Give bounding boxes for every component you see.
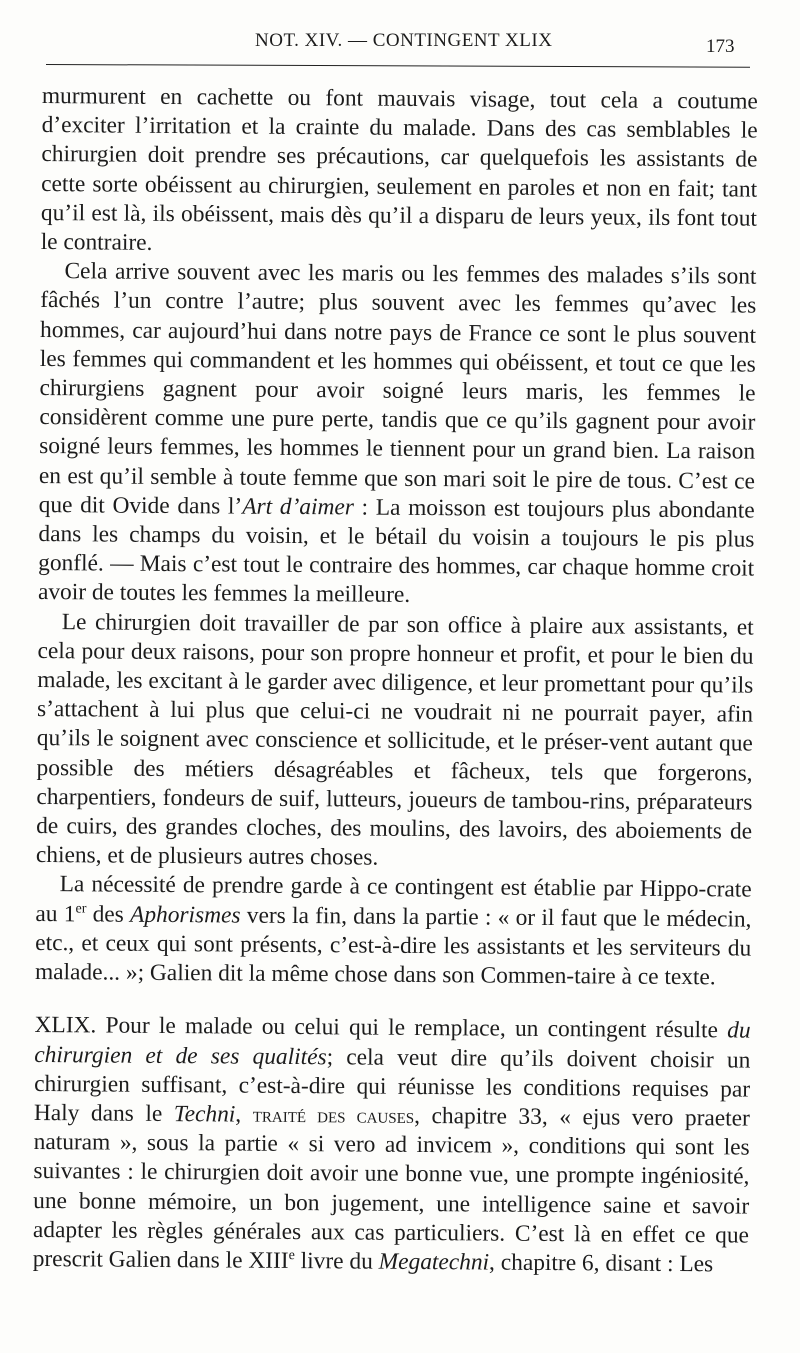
text-run: Le chirurgien doit travailler de par son office à plaire aux assistants, et cela pour deux raisons, pour son propre honneur et profit, et pour le bien du malade, les excitant à le garder avec diligence, et leur promettant pour qu’ils s’attachent à lui plus que celui-ci ne voudrait ni ne pourrait payer, afin qu’ils le soignent avec conscience et sollicitude, et le préser-vent autant que possible des métiers désagréables et fâcheux, tels que forgerons, charpentiers, fondeurs de suif, lutteurs, joueurs de tambou-rins, préparateurs de cuirs, des grandes cloches, des moulins, des lavoirs, des aboiements de chiens, et de plusieurs autres choses. (35, 608, 754, 871)
paragraph (36, 608, 754, 876)
text-run: : La moisson est toujours plus abondante dans les champs du voisin, et le bétail du voisin a toujours le pis plus gonflé. — Mais c’est tout le contraire des hommes, car chaque homme croit avoir de toutes les femmes la meilleure. (37, 494, 755, 609)
italic-text: Aphorismes (129, 901, 241, 929)
italic-text: Megatechni (378, 1248, 490, 1276)
body-text (33, 82, 758, 1280)
text-run: vers la fin, dans la partie : « or il faut que le médecin, etc., et ceux qui sont présents, c’est-à-dire les assistants et les serviteurs du malade... »; Galien dit la même chose dans son Commen-taire à ce texte. (34, 902, 752, 991)
text-run: , chapitre 33, « ejus vero praeter naturam », sous la partie « si vero ad invicem », conditions qui sont les suivantes : le chirurgien doit avoir une bonne vue, une prompte ingéniosité, une bonne mémoire, un bon jugement, une intelligence saine et savoir adapter les règles générales aux cas particuliers. C’est là en effet ce que prescrit Galien dans le XIII (32, 1102, 750, 1274)
superscript-text: er (75, 900, 87, 917)
text-run: des (86, 901, 131, 928)
text-run: , (235, 1101, 253, 1128)
running-head (0, 26, 800, 62)
header-rule (46, 64, 750, 68)
superscript-text: e (288, 1247, 295, 1264)
text-run: murmurent en cachette ou font mauvais visage, tout cela a coutume d’exciter l’irritation et la crainte du malade. Dans des cas semblables le chirurgien doit prendre ses précautions, car quelquefois les assistants de cette sorte obéissent au chirurgien, seulement en paroles et non en fait; tant qu’il est là, ils obéissent, mais dès qu’il a disparu de leurs yeux, ils font tout le contraire. (40, 82, 758, 256)
paragraph (35, 870, 752, 992)
running-title: NOT. XIV. — CONTINGENT XLIX (255, 30, 553, 51)
section-paragraph (33, 1011, 751, 1279)
text-run: XLIX. Pour le malade ou celui qui le remplace, un contingent résulte (34, 1012, 728, 1044)
text-run: , chapitre 6, disant : Les (489, 1249, 714, 1278)
italic-text: Techni (173, 1100, 236, 1128)
italic-text: du chirurgien et de ses qualités (34, 1017, 751, 1070)
page-number: 173 (706, 36, 735, 57)
italic-text: Art d’aimer (242, 493, 354, 521)
paragraph (38, 257, 757, 613)
text-run: ; cela veut dire qu’ils doivent choisir un chirurgien suffisant, c’est-à-dire qui réunisse les conditions requises par Haly dans le (33, 1043, 751, 1127)
paragraph (41, 82, 758, 263)
text-run: La nécessité de prendre garde à ce contingent est établie par Hippo-crate au 1 (35, 871, 752, 927)
text-run: livre du (294, 1247, 379, 1275)
text-run: Cela arrive souvent avec les maris ou les femmes des malades s’ils sont fâchés l’un contre l’autre; plus souvent avec les femmes qu’avec les hommes, car aujourd’hui dans notre pays de France ce sont le plus souvent les femmes qui commandent et les hommes qui obéissent, et tout ce que les chirurgiens gagnent pour avoir soigné leurs maris, les femmes le considèrent comme une pure perte, tandis que ce qu’ils gagnent pour avoir soigné leurs femmes, les hommes le tiennent pour un grand bien. La raison en est qu’il semble à toute femme que son mari soit le pire de tous. C’est ce que dit Ovide dans l’ (38, 258, 757, 520)
small-caps-text: traité des causes (252, 1102, 415, 1128)
